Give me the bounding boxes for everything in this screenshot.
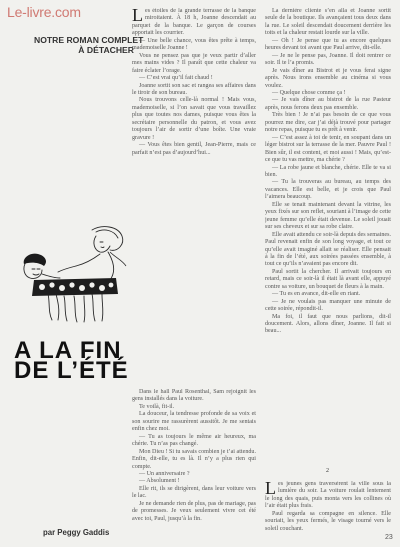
text-column-3 (132, 389, 256, 529)
drop-cap: L (265, 481, 276, 498)
paragraph: — Tu es en avance, dit-elle en riant. (272, 291, 361, 298)
paragraph: Nous trouvons celle-là normal ! Mais vous, mademoiselle, si l’on savait que vous travaillez plus que toutes nos dames, puisque vous êtes la secrétaire personnelle du patron, et vous avez toujours l’air de sortir d’une boîte. Une vraie gravure ! (132, 97, 256, 141)
paragraph: La dernière cliente s’en alla et Joanne sortit seule de la boutique. Ils avançaient tous deux dans la rue. Le soleil descendait doucement derrière les toits et la chaleur restait lourde sur la ville. (265, 8, 391, 37)
paragraph (265, 481, 391, 511)
watermark: Le-livre.com (7, 4, 81, 20)
paragraph: Ma foi, il faut que nous parlions, dit-il doucement. Alors, allons dîner, Joanne. Il fait si beau... (265, 313, 391, 335)
paragraph: — Je ne voulais pas manquer une minute de cette soirée, répondit-il. (265, 298, 391, 313)
paragraph: — Je vais dîner au bistrot de la rue Pasteur après, nous ferons deux pas ensemble. (265, 97, 391, 111)
page-number: 23 (385, 534, 393, 541)
paragraph: Paul sortit la chercher. Il arrivait toujours en retard, mais ce soir-là il était là avant elle, appuyé contre sa voiture, un bouquet de fleurs à la main. (265, 268, 391, 290)
paragraph: Paul regarda sa compagne en silence. Elle souriait, les yeux fermés, le visage tourné vers le soleil couchant. (265, 510, 391, 532)
paragraph: — Une belle chance, vous êtes prête à temps, mademoiselle Joanne ! (132, 37, 256, 52)
byline: par Peggy Gaddis (43, 528, 110, 537)
paragraph: Vous ne pensez pas que je veux partir d’aller mes mains vides ? Il paraît que cette chaleur va faire éclater l’orage. (132, 52, 256, 74)
kicker-line-2: À DÉTACHER (78, 45, 134, 55)
title-line-1: A LA FIN (14, 337, 122, 364)
story-title (14, 337, 130, 384)
couple-illustration (4, 222, 128, 324)
paragraph (132, 8, 256, 38)
paragraph: — La robe jaune et blanche, chérie. Elle te va si bien. (265, 164, 391, 178)
paragraph: Je vais dîner au Bistrot et je vous ferai signe après. Nous irons ensemble au cinéma si vous voulez. (265, 67, 391, 89)
kicker (34, 35, 144, 55)
paragraph: — Absolument ! (139, 478, 180, 485)
paragraph: — Vous êtes bien gentil, Jean-Pierre, mais ce parfait n’est pas d’aujourd’hui... (132, 142, 256, 156)
section-number: 2 (326, 468, 329, 474)
drop-cap: L (132, 8, 143, 25)
paragraph: — C’est assez à toi de tenir, en soupant dans un léger bistrot sur la terrasse de la mer. Pauvre Paul ! Bien sûr, il est content, et moi aussi ! Mais, qu’est-ce que tu vas mettre, ma chérie ? (265, 134, 391, 164)
paragraph: Elle rit, ils se dirigèrent, dans leur voiture vers le lac. (132, 485, 256, 500)
paragraph: — Quelque chose comme ça ! (272, 89, 346, 96)
paragraph: Dans le hall Paul Rosenthal, Sam rejoignit les gens installés dans la voiture. (132, 389, 256, 403)
text-column-2 (265, 8, 391, 466)
paragraph: — Tu as toujours le même air heureux, ma chérie. Tu n’as pas changé. (132, 433, 256, 448)
paragraph: — C’est vrai qu’il fait chaud ! (139, 75, 213, 82)
paragraph: — Un anniversaire ? (139, 470, 190, 477)
paragraph: Elle avait attendu ce soir-là depuis des semaines. Paul revenait enfin de son long voyage, et tout ce qu’elle avait imaginé allait se réaliser. Elle pensait à la fin de l’été, aux soirées passées ensemble, à tout ce qu’ils n’avaient pas encore dit. (265, 231, 391, 268)
text-column-1 (132, 8, 256, 198)
text-column-4 (265, 481, 391, 539)
paragraph: — Je ne le pense pas, Joanne. Il doit rentrer ce soir. Il te l’a promis. (265, 52, 391, 67)
paragraph: Je ne demande rien de plus, pas de mariage, pas de promesses. Je veux seulement vivre cet été avec toi, Paul, jusqu’à la fin. (132, 500, 256, 522)
paragraph-text: es étoiles de la grande terrasse de la banque miroitaient. À 18 h, Joanne descendait au parquet de la banque. Le garçon de courses apportait les courrier. (132, 8, 256, 37)
paragraph: — Oh ! Je pense que tu as encore quelques heures devant toi avant que Paul arrive, dit-elle. (265, 37, 391, 52)
paragraph-text: es jeunes gens traversèrent la ville sous la lumière du soir. La voiture roulait lentement le long des quais, puis monta vers les collines où l’air était plus frais. (265, 481, 391, 510)
kicker-line-1: NOTRE ROMAN COMPLET (34, 35, 144, 45)
title-line-2: DE L’ÉTÉ (14, 357, 129, 384)
paragraph: Joanne sortit son sac et rangea ses affaires dans le tiroir de son bureau. (132, 82, 256, 96)
paragraph: Mon Dieu ! Si tu savais combien je t’ai attendu. Enfin, dit-elle, tu es là. Il n’y a plus rien qui compte. (132, 448, 256, 470)
paragraph: La douceur, la tendresse profonde de sa voix et son sourire me rassurèrent aussitôt. Je me sentais enfin chez moi. (132, 411, 256, 433)
paragraph: Très bien ! Je n’ai pas besoin de ce que vous pourrez me dire, car j’ai déjà trouvé pour partager notre repas, puisque tu es prêt à venir. (265, 112, 391, 134)
paragraph: Te voilà, fit-il. (139, 403, 175, 410)
paragraph: — Tu la trouveras au bureau, au temps des vacances. Elle est belle, et je crois que Paul l’aimera beaucoup. (265, 179, 391, 201)
paragraph: Elle se tenait maintenant devant la vitrine, les yeux fixés sur son reflet, souriant à l’image de cette jeune femme qu’elle était devenue. Le soleil jouait sur ses cheveux et sur sa robe claire. (265, 201, 391, 231)
